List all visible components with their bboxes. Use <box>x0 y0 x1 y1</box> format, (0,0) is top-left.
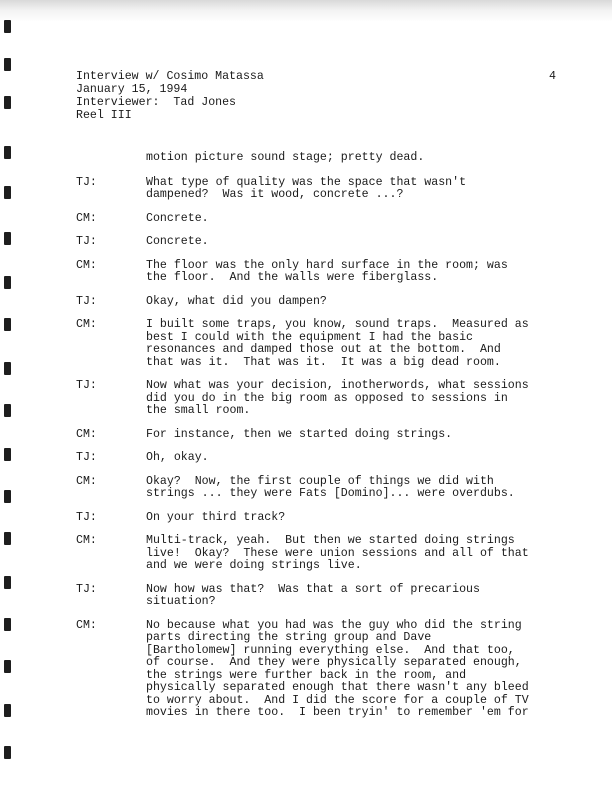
speaker-label: TJ: <box>76 294 97 308</box>
dialogue-turn <box>76 429 554 442</box>
dialogue-text: Now what was your decision, inotherwords, what sessions did you do in the big room as opposed to sessions in the small room. <box>146 379 529 417</box>
dialogue-text: The floor was the only hard surface in the room; was the floor. And the walls were fiberglass. <box>146 258 508 284</box>
speaker-label: TJ: <box>76 582 97 596</box>
punch-hole <box>4 576 11 589</box>
dialogue-turn <box>76 512 554 525</box>
dialogue-text: For instance, then we started doing strings. <box>146 427 453 441</box>
dialogue-turn <box>76 476 554 501</box>
punch-hole <box>4 660 11 673</box>
speaker-label: CM: <box>76 318 97 331</box>
interviewer-line: Interviewer: Tad Jones <box>76 96 237 109</box>
page-number: 4 <box>549 70 556 83</box>
dialogue-turn <box>76 213 554 226</box>
speaker-label: TJ: <box>76 510 97 524</box>
punch-hole <box>4 276 11 289</box>
punch-hole-strip <box>0 0 14 792</box>
punch-hole <box>4 318 11 331</box>
continuation-text: motion picture sound stage; pretty dead. <box>146 151 425 164</box>
dialogue-turn <box>76 236 554 249</box>
punch-hole <box>4 746 11 759</box>
dialogue-turn <box>76 584 554 609</box>
punch-hole <box>4 448 11 461</box>
dialogue-text: On your third track? <box>146 510 286 524</box>
dialogue-turn <box>76 620 554 720</box>
interview-date: January 15, 1994 <box>76 83 188 96</box>
speaker-label: TJ: <box>76 175 97 189</box>
dialogue-turn <box>76 452 554 465</box>
interview-title: Interview w/ Cosimo Matassa <box>76 70 264 83</box>
dialogue-turn <box>76 260 554 285</box>
speaker-label: CM: <box>76 258 97 272</box>
punch-hole <box>4 618 11 631</box>
speaker-label: CM: <box>76 534 97 547</box>
dialogue-text: Oh, okay. <box>146 451 209 464</box>
punch-hole <box>4 96 11 109</box>
dialogue-text: Now how was that? Was that a sort of precarious situation? <box>146 582 480 608</box>
dialogue-text: Okay? Now, the first couple of things we did with strings ... they were Fats [Domino]... were overdubs. <box>146 474 515 500</box>
punch-hole <box>4 532 11 545</box>
punch-hole <box>4 186 11 199</box>
punch-hole <box>4 404 11 417</box>
dialogue-turn <box>76 535 554 573</box>
dialogue-text: Multi-track, yeah. But then we started doing strings live! Okay? These were union sessions and all of that and we were doing strings live. <box>146 534 529 572</box>
dialogue-turn <box>76 380 554 418</box>
dialogue-text: Concrete. <box>146 235 209 248</box>
speaker-label: TJ: <box>76 379 97 392</box>
dialogue-text: No because what you had was the guy who did the string parts directing the string group and Dave [Bartholomew] running everything else. And that too, of course. And they were physically separated enough, the strings were further back in the room, and physically separated enough that there wasn't any bleed to worry about. And I did the score for a couple of TV movies in there too. I been tryin' to remember 'em for <box>146 618 529 719</box>
punch-hole <box>4 20 11 33</box>
punch-hole <box>4 58 11 71</box>
dialogue-turn <box>76 319 554 369</box>
dialogue-turn <box>76 177 554 202</box>
punch-hole <box>4 232 11 245</box>
speaker-label: CM: <box>76 211 97 225</box>
reel-label: Reel III <box>76 109 132 122</box>
dialogue-turn <box>76 296 554 309</box>
dialogue-text: What type of quality was the space that wasn't dampened? Was it wood, concrete ...? <box>146 175 467 201</box>
speaker-label: CM: <box>76 427 97 441</box>
punch-hole <box>4 704 11 717</box>
dialogue-text: I built some traps, you know, sound traps. Measured as best I could with the equipment I had the basic resonances and damped those out at the bottom. And that was it. That was it. It was a big dead room. <box>146 318 529 369</box>
speaker-label: CM: <box>76 474 97 488</box>
punch-hole <box>4 146 11 159</box>
speaker-label: TJ: <box>76 235 97 248</box>
dialogue-text: Concrete. <box>146 211 209 225</box>
dialogue-text: Okay, what did you dampen? <box>146 294 327 308</box>
punch-hole <box>4 362 11 375</box>
transcript-body <box>76 152 554 731</box>
document-header <box>76 70 556 122</box>
speaker-label: CM: <box>76 618 97 632</box>
punch-hole <box>4 490 11 503</box>
speaker-label: TJ: <box>76 451 97 464</box>
